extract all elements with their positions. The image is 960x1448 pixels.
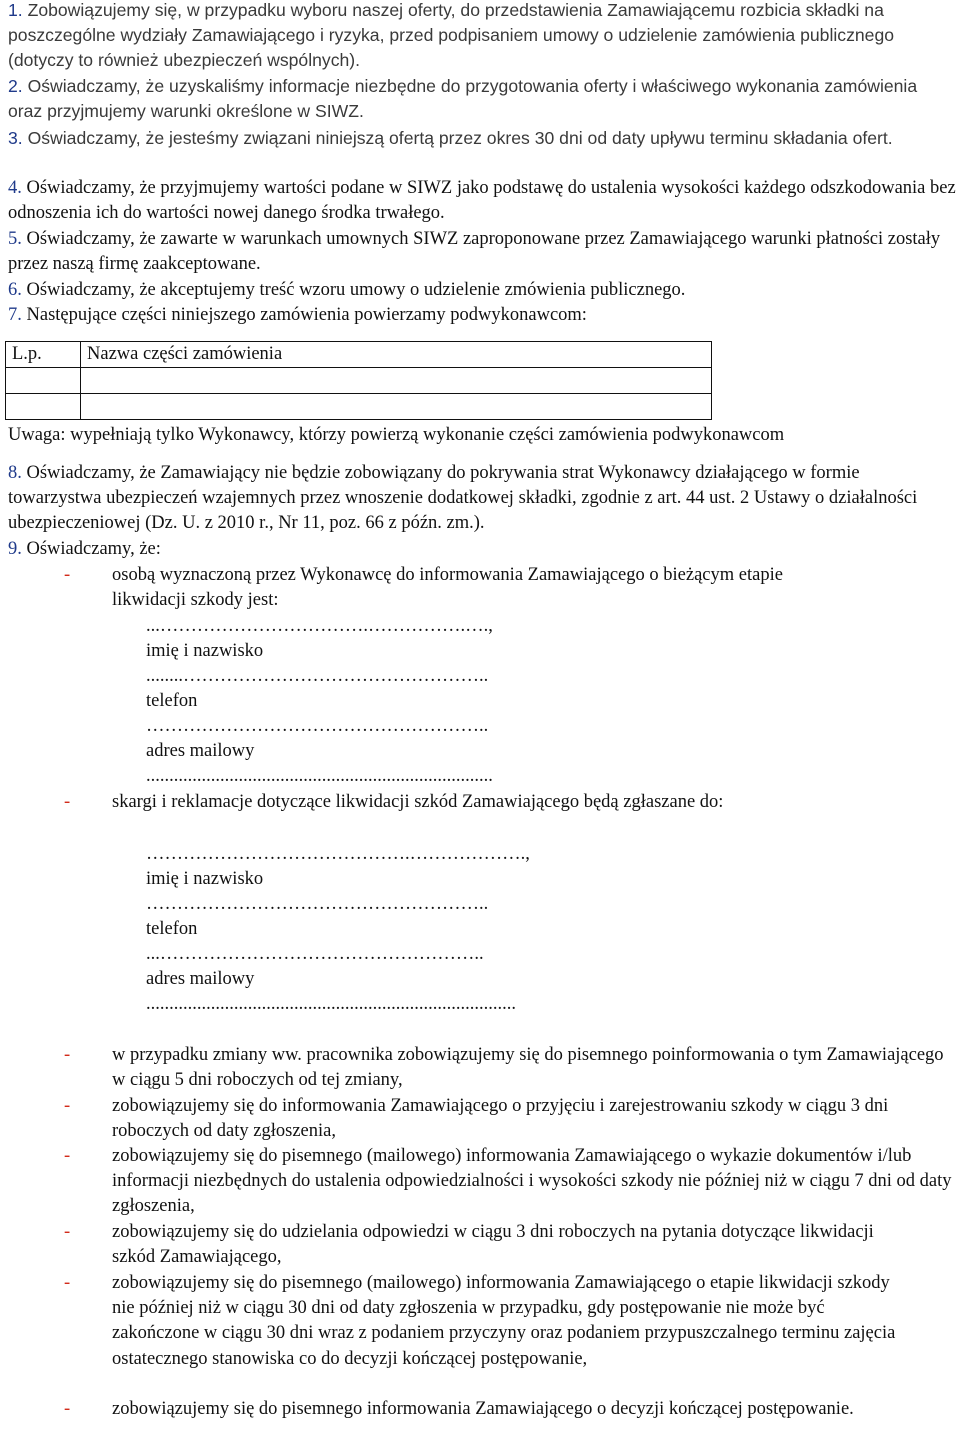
contact-label-phone: telefon xyxy=(146,691,198,711)
contact-field-b-line4[interactable]: ................................................................................ xyxy=(146,994,516,1014)
list-item xyxy=(64,1397,954,1422)
table-cell-empty[interactable] xyxy=(6,368,81,394)
contact-label-name: imię i nazwisko xyxy=(146,641,264,661)
point-number: 5. xyxy=(8,229,22,249)
point-text: Oświadczamy, że: xyxy=(26,539,161,559)
point-number: 2. xyxy=(8,76,23,96)
table-row xyxy=(6,394,712,420)
list-item xyxy=(64,563,954,613)
point-number: 3. xyxy=(8,128,23,148)
point-1 xyxy=(8,0,956,74)
table-cell-empty[interactable] xyxy=(6,394,81,420)
contact-label-email: adres mailowy xyxy=(146,969,255,989)
point-8 xyxy=(8,461,956,537)
list-item-text: osobą wyznaczoną przez Wykonawcę do informowania Zamawiającego o bieżącym etapie likwidacji szkody jest: xyxy=(112,565,783,611)
point-number: 1. xyxy=(8,0,23,20)
contact-field-b-line3[interactable]: ...…………………………………………….. xyxy=(146,944,484,964)
table-cell-empty[interactable] xyxy=(81,394,712,420)
list-item-text: zobowiązujemy się do pisemnego informowania Zamawiającego o decyzji kończącej postępowanie. xyxy=(112,1399,854,1419)
contact-label-phone: telefon xyxy=(146,919,198,939)
point-5 xyxy=(8,227,956,277)
point-number: 4. xyxy=(8,178,22,198)
point-9 xyxy=(8,537,956,562)
dash-bullet: - xyxy=(64,792,71,812)
list-item xyxy=(64,1144,954,1220)
list-item xyxy=(64,1043,954,1093)
point-number: 9. xyxy=(8,539,22,559)
list-item xyxy=(64,790,954,815)
contact-field-a-line1[interactable]: ...…………………………….…………….…., xyxy=(146,616,493,636)
list-item-text: w przypadku zmiany ww. pracownika zobowiązujemy się do pisemnego poinformowania o tym Zamawiającego w ciągu 5 dni roboczych od tej zmiany, xyxy=(112,1045,944,1091)
contact-label-name: imię i nazwisko xyxy=(146,869,264,889)
table-header-name: Nazwa części zamówienia xyxy=(81,342,712,368)
list-item-text: zobowiązujemy się do informowania Zamawiającego o przyjęciu i zarejestrowaniu szkody w ciągu 3 dni roboczych od daty zgłoszenia, xyxy=(112,1096,889,1142)
point-4 xyxy=(8,176,956,226)
point-2 xyxy=(8,74,956,124)
point-number: 6. xyxy=(8,280,22,300)
list-item-text: skargi i reklamacje dotyczące likwidacji szkód Zamawiającego będą zgłaszane do: xyxy=(112,792,724,812)
table-cell-empty[interactable] xyxy=(81,368,712,394)
point-text: Oświadczamy, że przyjmujemy wartości podane w SIWZ jako podstawę do ustalenia wysokości każdego odszkodowania bez odnoszenia ich do wartości nowej danego środka trwałego. xyxy=(8,178,956,224)
point-3 xyxy=(8,126,956,151)
point-text: Oświadczamy, że jesteśmy związani niniejszą ofertą przez okres 30 dni od daty upływu terminu składania ofert. xyxy=(27,128,893,148)
point-text: Następujące części niniejszego zamówienia powierzamy podwykonawcom: xyxy=(26,305,587,325)
point-text: Oświadczamy, że zawarte w warunkach umownych SIWZ zaproponowane przez Zamawiającego warunki płatności zostały przez naszą firmę zaakceptowane. xyxy=(8,229,941,275)
table-header-lp: L.p. xyxy=(6,342,81,368)
contact-field-b-line2[interactable]: ……………………………………………….. xyxy=(146,894,489,914)
point-text: Oświadczamy, że uzyskaliśmy informacje niezbędne do przygotowania oferty i właściwego wykonania zamówienia oraz przyjmujemy warunki określone w SIWZ. xyxy=(8,76,918,122)
dash-bullet: - xyxy=(64,565,71,585)
list-item xyxy=(64,1271,954,1372)
point-6 xyxy=(8,278,956,303)
list-item-text: zobowiązujemy się do pisemnego (mailowego) informowania Zamawiającego o wykazie dokumentów i/lub informacji niezbędnych do ustalenia odpowiedzialności i wysokości szkody nie później niż w ciągu 7 dni od daty zgłoszenia, xyxy=(112,1146,952,1217)
dash-bullet: - xyxy=(64,1273,71,1293)
point-number: 7. xyxy=(8,305,22,325)
point-text: Oświadczamy, że Zamawiający nie będzie zobowiązany do pokrywania strat Wykonawcy działającego w formie towarzystwa ubezpieczeń wzajemnych przez wnoszenie dodatkowej składki, zgodnie z art. 44 ust. 2 Ustawy o działalności ubezpieczeniowej (Dz. U. z 2010 r., Nr 11, poz. 66 z późn. zm.). xyxy=(8,463,918,534)
list-item xyxy=(64,1220,954,1270)
subcontractor-table xyxy=(5,341,712,420)
list-item xyxy=(64,1094,954,1144)
contact-field-a-line3[interactable]: ……………………………………………….. xyxy=(146,716,489,736)
contact-field-a-line4[interactable]: ........................................................................... xyxy=(146,766,493,786)
list-item-text: zobowiązujemy się do pisemnego (mailowego) informowania Zamawiającego o etapie likwidacji szkody nie później niż w ciągu 30 dni od daty zgłoszenia w przypadku, gdy postępowanie nie może być zakończone w ciągu 30 dni wraz z podaniem przyczyny oraz podaniem przypuszczalnego terminu zajęcia ostatecznego stanowiska co do decyzji kończącej postępowanie, xyxy=(112,1273,896,1369)
point-text: Oświadczamy, że akceptujemy treść wzoru umowy o udzielenie zmówienia publicznego. xyxy=(26,280,686,300)
list-item-text: zobowiązujemy się do udzielania odpowiedzi w ciągu 3 dni roboczych na pytania dotyczące likwidacji szkód Zamawiającego, xyxy=(112,1222,874,1268)
table-row xyxy=(6,368,712,394)
contact-field-b-line1[interactable]: …………………………………….………………., xyxy=(146,844,530,864)
table-header-row xyxy=(6,342,712,368)
contact-field-a-line2[interactable]: ........………………………………………….. xyxy=(146,666,489,686)
point-text: Zobowiązujemy się, w przypadku wyboru naszej oferty, do przedstawienia Zamawiającemu rozbicia składki na poszczególne wydziały Zamawiającego i ryzyka, przed podpisaniem umowy o udzielenie zamówienia publicznego (dotyczy to również ubezpieczeń wspólnych). xyxy=(8,0,895,71)
point-7 xyxy=(8,303,956,328)
dash-bullet: - xyxy=(64,1146,71,1166)
dash-bullet: - xyxy=(64,1222,71,1242)
contact-label-email: adres mailowy xyxy=(146,741,255,761)
table-note: Uwaga: wypełniają tylko Wykonawcy, którzy powierzą wykonanie części zamówienia podwykonawcom xyxy=(8,425,785,445)
dash-bullet: - xyxy=(64,1096,71,1116)
dash-bullet: - xyxy=(64,1045,71,1065)
point-number: 8. xyxy=(8,463,22,483)
dash-bullet: - xyxy=(64,1399,71,1419)
